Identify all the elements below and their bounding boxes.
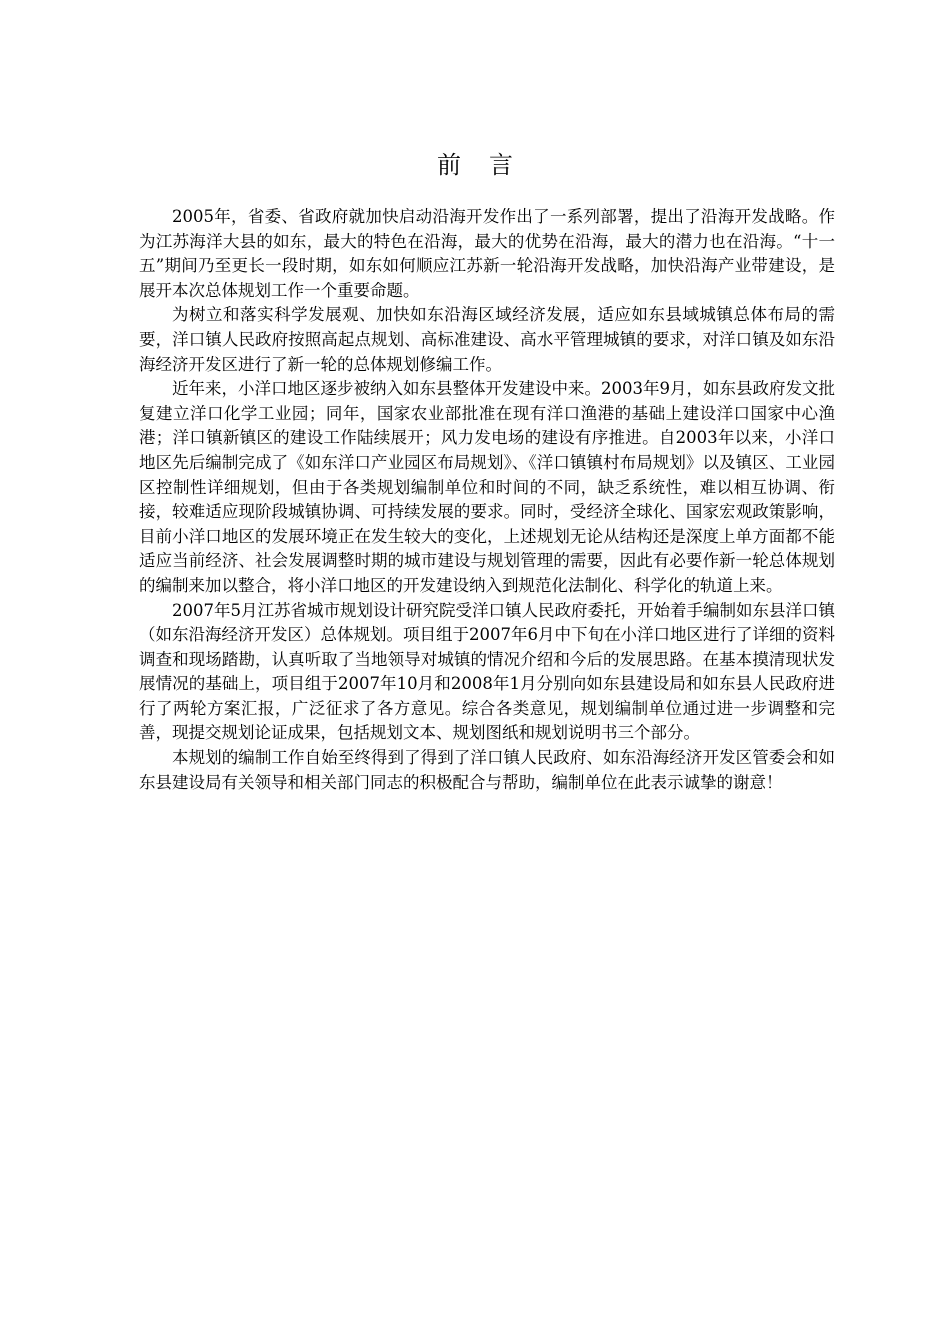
- paragraph: 近年来，小洋口地区逐步被纳入如东县整体开发建设中来。2003年9月，如东县政府发文批复建立洋口化学工业园；同年，国家农业部批准在现有洋口渔港的基础上建设洋口国家中心渔港；洋口镇新镇区的建设工作陆续展开；风力发电场的建设有序推进。自2003年以来，小洋口地区先后编制完成了《如东洋口产业园区布局规划》、《洋口镇镇村布局规划》以及镇区、工业园区控制性详细规划，但由于各类规划编制单位和时间的不同，缺乏系统性，难以相互协调、衔接，较难适应现阶段城镇协调、可持续发展的要求。同时，受经济全球化、国家宏观政策影响，目前小洋口地区的发展环境正在发生较大的变化，上述规划无论从结构还是深度上单方面都不能适应当前经济、社会发展调整时期的城市建设与规划管理的需要，因此有必要作新一轮总体规划的编制来加以整合，将小洋口地区的开发建设纳入到规范化法制化、科学化的轨道上来。: [139, 379, 835, 595]
- page-title: 前言: [437, 151, 541, 179]
- paragraph: 本规划的编制工作自始至终得到了得到了洋口镇人民政府、如东沿海经济开发区管委会和如东县建设局有关领导和相关部门同志的积极配合与帮助，编制单位在此表示诚挚的谢意！: [139, 748, 835, 792]
- paragraph: 2007年5月江苏省城市规划设计研究院受洋口镇人民政府委托，开始着手编制如东县洋口镇（如东沿海经济开发区）总体规划。项目组于2007年6月中下旬在小洋口地区进行了详细的资料调查和现场踏勘，认真听取了当地领导对城镇的情况介绍和今后的发展思路。在基本摸清现状发展情况的基础上，项目组于2007年10月和2008年1月分别向如东县建设局和如东县人民政府进行了两轮方案汇报，广泛征求了各方意见。综合各类意见，规划编制单位通过进一步调整和完善，现提交规划论证成果，包括规划文本、规划图纸和规划说明书三个部分。: [139, 600, 835, 743]
- document-body: [139, 205, 835, 795]
- paragraph: 2005年，省委、省政府就加快启动沿海开发作出了一系列部署，提出了沿海开发战略。作为江苏海洋大县的如东，最大的特色在沿海，最大的优势在沿海，最大的潜力也在沿海。“十一五”期间乃至更长一段时期，如东如何顺应江苏新一轮沿海开发战略，加快沿海产业带建设，是展开本次总体规划工作一个重要命题。: [139, 207, 835, 300]
- paragraph: 为树立和落实科学发展观、加快如东沿海区域经济发展，适应如东县域城镇总体布局的需要，洋口镇人民政府按照高起点规划、高标准建设、高水平管理城镇的要求，对洋口镇及如东沿海经济开发区进行了新一轮的总体规划修编工作。: [139, 305, 835, 374]
